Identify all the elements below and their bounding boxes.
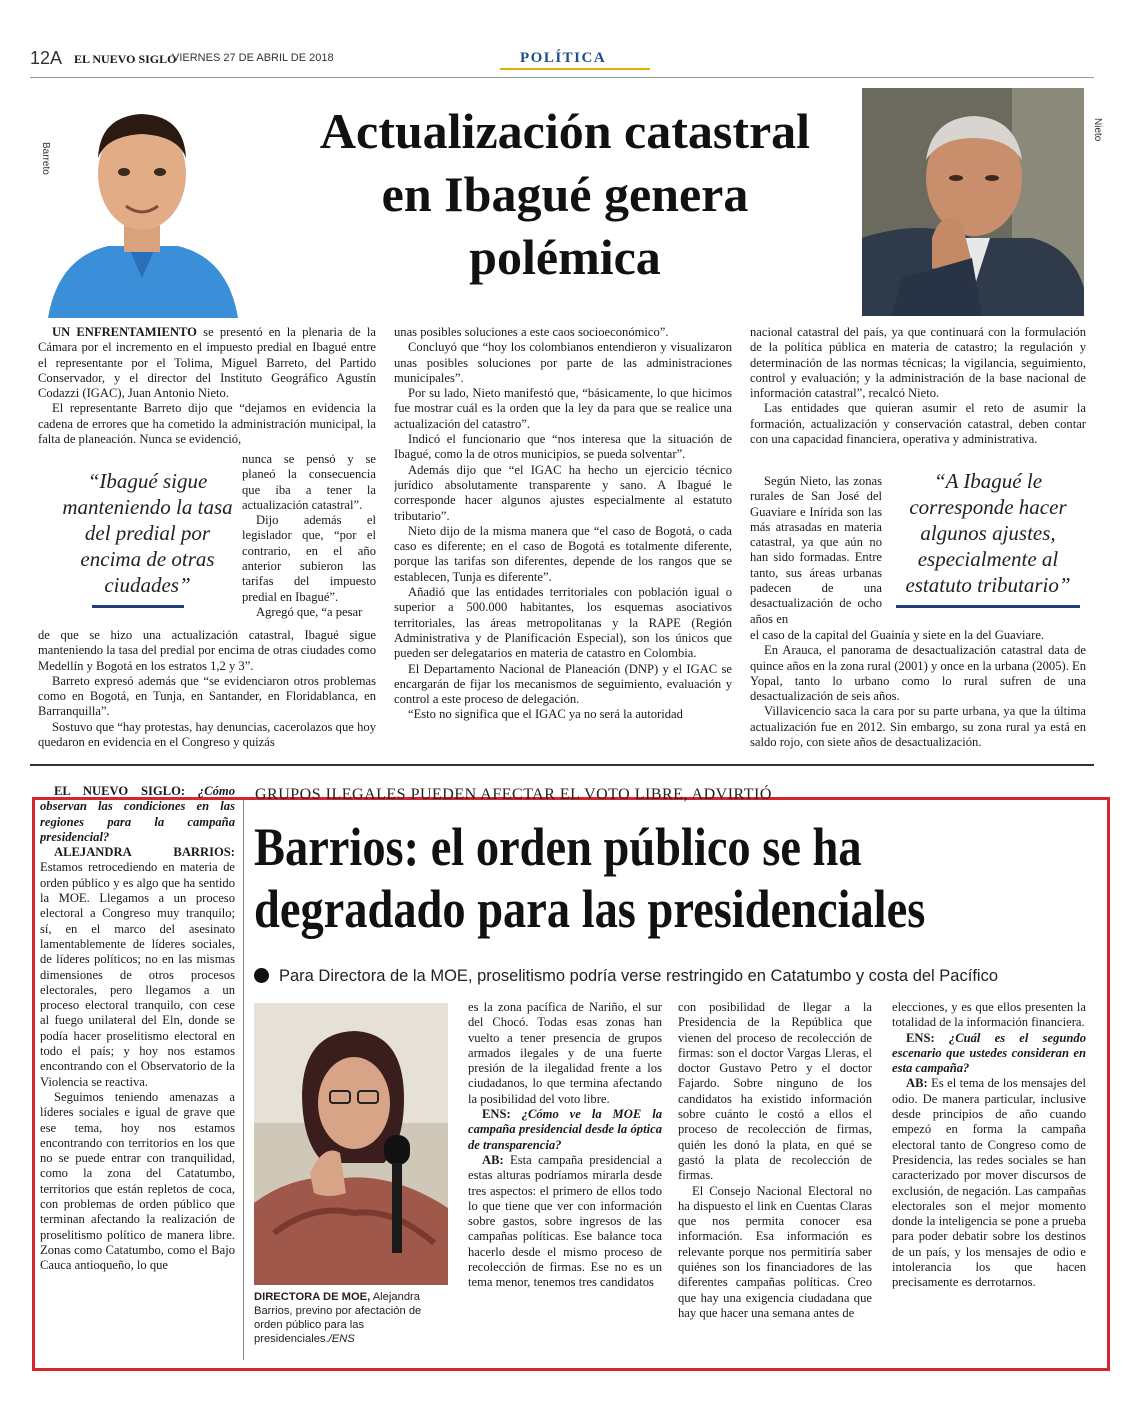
page-number: 12A bbox=[30, 48, 63, 68]
paragraph: Indicó el funcionario que “nos interesa que la situación de Ibagué, como la de otros municipios, se pueda solventar”. bbox=[394, 432, 732, 462]
paragraph: ENS: ¿Cómo ve la MOE la campaña presidencial desde la óptica de transparencia? bbox=[468, 1107, 662, 1152]
interviewer: EL NUEVO SIGLO: bbox=[54, 784, 186, 798]
story2-col2 bbox=[468, 1000, 662, 1362]
column-rule bbox=[243, 800, 244, 1360]
headline-catastro bbox=[260, 100, 870, 289]
photo-credit-nieto: Nieto bbox=[1092, 118, 1103, 142]
interviewer: ENS: bbox=[906, 1030, 935, 1045]
photo-credit: /ENS bbox=[328, 1333, 355, 1345]
paragraph: Seguimos teniendo amenazas a líderes sociales e igual de grave que ese tema, hoy nos estamos encontrando con territorios en los que no se puede entrar con tranquilidad, como la zona del Catatumbo, territorios que están repletos de coca, con problemas de orden público que terminan afectando la realización de proselitismo político de manera libre. Zonas como Catatumbo, como el Bajo Cauca antioqueño, lo que bbox=[40, 1089, 235, 1273]
paragraph: Según Nieto, las zonas rurales de San José del Guaviare e Inírida son las más atrasadas en materia catastral, ya que aún no han sido formadas. Entre tanto, sus áreas urbanas padecen de una desactualización de ocho años en bbox=[750, 474, 882, 626]
paragraph: ALEJANDRA BARRIOS: Estamos retrocediendo en materia de orden público y es algo que ha sentido la MOE. Llegamos a un proceso electoral a Congreso muy tranquilo; sí, en el marco del asesinato lamentablemente de líderes sociales, de líderes políticos; no en las mismas dimensiones de otros procesos electorales, pero llegamos a un proceso electoral tranquilo, con cese al fuego unilateral del Eln, donde se podía hacer proselitismo electoral en todo el país; y hoy nos estamos encontrando con el Observatorio de la Violencia se reactiva. bbox=[40, 845, 235, 1089]
paragraph: UN ENFRENTAMIENTO se presentó en la plenaria de la Cámara por el incremento en el impuesto predial en Ibagué entre el representante por el Tolima, Miguel Barreto, del Partido Conservador, y el director del Instituto Geográfico Agustín Codazzi (IGAC), Juan Antonio Nieto. bbox=[38, 325, 376, 401]
pullquote-nieto: “A Ibagué le corresponde hacer algunos ajustes, especialmente al estatuto tributario” bbox=[905, 469, 1071, 597]
story1-col3-wrap bbox=[750, 474, 882, 630]
paragraph: En Arauca, el panorama de desactualización catastral data de quince años en la zona rural (2001) y once en la urbana (2005). En Yopal, tanto lo urbano como lo rural sufren de una desactualización de seis años. bbox=[750, 643, 1086, 704]
headline-line-1: Barrios: el orden público se ha bbox=[254, 817, 862, 877]
interviewee: ALEJANDRA BARRIOS: bbox=[54, 845, 235, 860]
bullet-icon bbox=[254, 968, 269, 983]
story1-col3-bottom bbox=[750, 628, 1086, 754]
headline-line-2: degradado para las presidenciales bbox=[254, 879, 926, 939]
paragraph: es la zona pacífica de Nariño, el sur del Chocó. Todas esas zonas han vuelto a tener presencia de grupos armados ilegales y de una fuerte presión de la ilegalidad frente a los ciudadanos, lo que termina afectando la posibilidad del voto libre. bbox=[468, 1000, 662, 1106]
paragraph: nacional catastral del país, ya que continuará con la formulación de la política pública en materia de catastro; la regulación y determinación de las normas técnicas; la vigilancia, seguimiento, control y evaluación; y la administración de la base nacional de información catastral”, recalcó Nieto. bbox=[750, 325, 1086, 401]
paragraph: elecciones, y es que ellos presenten la totalidad de la información financiera. bbox=[892, 1000, 1086, 1030]
paragraph: ENS: ¿Cuál es el segundo escenario que ustedes consideran en esta campaña? bbox=[892, 1030, 1086, 1076]
interviewee: AB: bbox=[906, 1076, 928, 1091]
story1-col1-top bbox=[38, 325, 376, 457]
lead-in: UN ENFRENTAMIENTO bbox=[52, 325, 197, 339]
paragraph: con posibilidad de llegar a la Presidencia de la República que vienen del proceso de recolección de firmas: son el doctor Vargas Lleras, el doctor Gustavo Petro y el doctor Fajardo. Sobre ninguno de los candidatos ha existido información sobre cuánto le costó a ellos el proceso de recolección de firmas, quién les donó la plata, en qué se gastó la plata de recolección de firmas. bbox=[678, 1000, 872, 1183]
paragraph: El Consejo Nacional Electoral no ha dispuesto el link en Cuentas Claras que nos permita conocer esa información. Esa información es relevante porque nos permitiría saber quiénes son los financiadores de las diferentes campañas políticas. Creo que hay una exigencia ciudadana que hay que hacer una semana antes de bbox=[678, 1183, 872, 1320]
paragraph: Villavicencio saca la cara por su parte urbana, ya que la última actualización fue en 2012. Sin embargo, su zona rural ya está en saldo rojo, con siete años de desactualización. bbox=[750, 704, 1086, 750]
paragraph: de que se hizo una actualización catastral, Ibagué sigue manteniendo la tasa del predial por encima de otras ciudades como Medellín y Bogotá en los estratos 1,2 y 3”. bbox=[38, 628, 376, 673]
paragraph: Sostuvo que “hay protestas, hay denuncias, cacerolazos que hoy quedaron en evidencia en el Congreso y quizás bbox=[38, 719, 376, 750]
photo-alejandra-barrios bbox=[254, 1003, 448, 1285]
story2-col1 bbox=[40, 784, 235, 1364]
paragraph: Las entidades que quieran asumir el reto de asumir la formación, actualización y conservación catastral, deben contar con una capacidad financiera, operativa y administrativa. bbox=[750, 401, 1086, 447]
newspaper-name: EL NUEVO SIGLO bbox=[74, 52, 177, 66]
pullquote-barreto: “Ibagué sigue manteniendo la tasa del predial por encima de otras ciudades” bbox=[62, 469, 233, 597]
headline-line-3: polémica bbox=[469, 229, 661, 285]
story1-col2 bbox=[394, 325, 732, 755]
paragraph: Añadió que las entidades territoriales con población igual o superior a 500.000 habitantes, los esquemas asociativos territoriales, las áreas metropolitanas y la RAPE (Región Administrativa y de Planificación Especial), son los únicos que pueden ser delegatarios en materia de catastro en Colombia. bbox=[394, 585, 732, 661]
paragraph: “Esto no significa que el IGAC ya no será la autoridad bbox=[408, 707, 683, 722]
pullquote-rule bbox=[896, 605, 1080, 608]
story2-col4 bbox=[892, 1000, 1086, 1362]
paragraph: Nieto dijo de la misma manera que “el caso de Bogotá, o cada caso es diferente; en el caso de Bogotá es totalmente diferente, porque las tarifas son diferentes, depende de los rangos que se establecen, Tunja es diferente”. bbox=[394, 523, 732, 584]
paragraph: Barreto expresó además que “se evidenciaron otros problemas como en Bogotá, en Tunja, en Santander, en Floridablanca, en Barranquilla”. bbox=[38, 673, 376, 719]
page-header bbox=[30, 42, 1094, 78]
section-label: POLÍTICA bbox=[520, 50, 607, 66]
paragraph: el caso de la capital del Guainía y siete en la del Guaviare. bbox=[750, 628, 1045, 642]
photo-nieto bbox=[862, 88, 1084, 316]
story2-col3 bbox=[678, 1000, 872, 1362]
paragraph: El Departamento Nacional de Planeación (DNP) y el IGAC se encargarán de fijar los mecanismos de seguimiento, evaluación y control a este proceso de delegación. bbox=[394, 661, 732, 707]
paragraph: Además dijo que “el IGAC ha hecho un ejercicio técnico jurídico absolutamente transparente y sano. A Ibagué le corresponde hacer algunos ajustes especialmente al estatuto tributario”. bbox=[394, 462, 732, 523]
issue-date: VIERNES 27 DE ABRIL DE 2018 bbox=[172, 52, 334, 64]
photo-caption: DIRECTORA DE MOE, Alejandra Barrios, previno por afectación de orden público para las presidenciales./ENS bbox=[254, 1291, 422, 1345]
headline-line-2: en Ibagué genera bbox=[381, 166, 749, 222]
headline-barrios bbox=[254, 816, 985, 940]
paragraph: Agregó que, “a pesar bbox=[256, 604, 363, 619]
section-rule bbox=[500, 68, 650, 70]
story1-col3-top bbox=[750, 325, 1086, 473]
interviewer: ENS: bbox=[482, 1107, 511, 1122]
paragraph: Por su lado, Nieto manifestó que, “básicamente, lo que hicimos fue mostrar cuál es la orden que la ley da para que se realice una actualización del catastro”. bbox=[394, 386, 732, 431]
paragraph: nunca se pensó y se planeó la consecuencia que iba a tener la actualización catastral”. bbox=[242, 452, 376, 512]
story2-kicker: GRUPOS ILEGALES PUEDEN AFECTAR EL VOTO LIBRE, ADVIRTIÓ bbox=[255, 786, 772, 803]
paragraph: EL NUEVO SIGLO: ¿Cómo observan las condiciones en las regiones para la campaña presidencial? bbox=[40, 784, 235, 844]
pullquote-rule bbox=[92, 605, 184, 608]
paragraph: El representante Barreto dijo que “dejamos en evidencia la cadena de errores que ha cometido la administración municipal, la falta de planeación. Nunca se evidenció, bbox=[38, 401, 376, 447]
story-separator bbox=[30, 764, 1094, 766]
paragraph: Dijo además el legislador que, “por el contrario, en el año anterior subieron las tarifas del impuesto predial en Ibagué”. bbox=[242, 513, 376, 604]
paragraph: AB: Esta campaña presidencial a estas alturas podríamos mirarla desde tres aspectos: el primero de ellos todo lo que tiene que ver con información sobre gastos, sobre ingresos de las campañas políticas. Ese balance toca hacerlo desde el mismo proceso de recolección de firmas. Ese no es un tema menor, tenemos tres candidatos bbox=[468, 1152, 662, 1290]
headline-line-1: Actualización catastral bbox=[319, 103, 811, 159]
photo-barreto bbox=[38, 88, 246, 318]
story1-col1-bottom bbox=[38, 628, 376, 754]
interviewee: AB: bbox=[482, 1152, 504, 1167]
paragraph: Concluyó que “hoy los colombianos entendieron y visualizaron unas posibles soluciones por parte de las administraciones municipales”. bbox=[394, 340, 732, 385]
paragraph: AB: Es el tema de los mensajes del odio. De manera particular, inclusive desde principios de año cuando empezó en forma la campaña electoral tanto de Congreso como de Presidencia, las redes sociales se han caracterizado por mover discursos de exclusión, de negación. Las campañas electorales son el mejor momento donde la inteligencia se pone a prueba para poder debatir sobre los destinos de un país, y los mensajes de odio e intolerancia los que hacen precisamente es derrotarnos. bbox=[892, 1076, 1086, 1290]
story2-subhead: Para Directora de la MOE, proselitismo podría verse restringido en Catatumbo y costa del Pacífico bbox=[254, 967, 1104, 986]
paragraph: unas posibles soluciones a este caos socioeconómico”. bbox=[394, 325, 669, 339]
story1-col1-wrap bbox=[242, 452, 376, 627]
photo-credit-barreto: Barreto bbox=[40, 142, 51, 175]
